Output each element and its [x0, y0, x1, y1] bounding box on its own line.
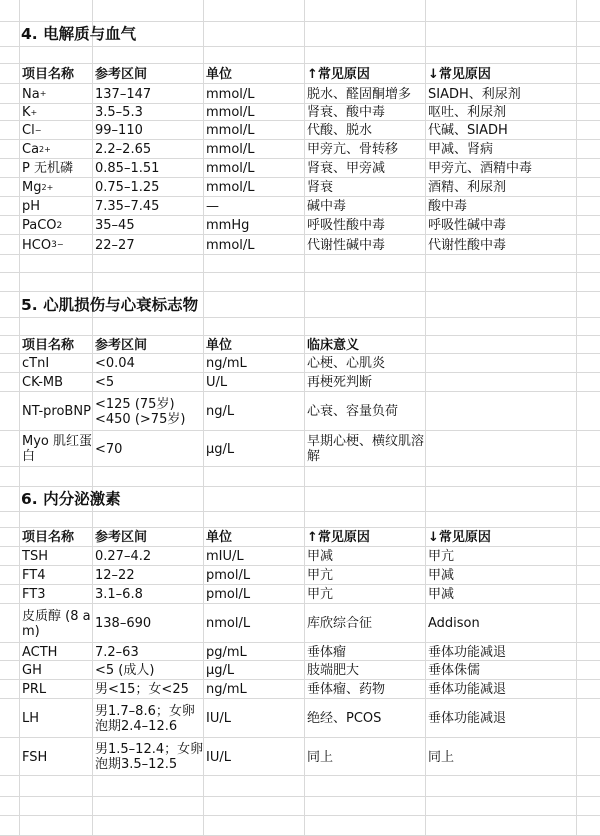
cell-range: 12–22 — [95, 568, 135, 583]
cell-name: K + — [22, 105, 38, 120]
column-header-name: 项目名称 — [22, 337, 75, 353]
cell-unit: mmol/L — [206, 86, 255, 102]
cell-up: 垂体瘤、药物 — [307, 682, 386, 697]
cell-name: CK-MB — [22, 375, 64, 390]
cell-down: 甲旁亢、酒精中毒 — [428, 161, 533, 176]
column-header-unit: 单位 — [206, 530, 233, 545]
section-title: 5. 心肌损伤与心衰标志物 — [21, 295, 199, 314]
cell-range: 男<15；女<25 — [95, 682, 189, 697]
cell-range: 7.35–7.45 — [95, 199, 160, 214]
cell-down: 呼吸性碱中毒 — [428, 218, 507, 233]
cell-unit: pg/mL — [206, 644, 247, 660]
cell-unit: mmol/L — [206, 123, 255, 138]
cell-range: <125 (75岁) <450 (>75岁) — [95, 396, 186, 427]
column-header-down: ↓常见原因 — [428, 530, 491, 545]
cell-down: 代碱、SIADH — [428, 123, 508, 138]
cell-unit: mmol/L — [206, 161, 255, 176]
cell-name: Cl − — [22, 123, 42, 138]
cell-up: 心衰、容量负荷 — [307, 404, 399, 419]
column-header-name: 项目名称 — [22, 66, 75, 82]
column-header-range: 参考区间 — [95, 337, 148, 353]
cell-name: FT3 — [22, 587, 46, 602]
cell-down: 呕吐、利尿剂 — [428, 105, 507, 120]
cell-unit: ng/L — [206, 404, 235, 419]
cell-down: 垂体功能减退 — [428, 644, 507, 660]
cell-name: LH — [22, 711, 40, 726]
cell-name: Na + — [22, 86, 47, 102]
cell-up: 同上 — [307, 749, 334, 765]
cell-down: SIADH、利尿剂 — [428, 86, 521, 102]
cell-unit: IU/L — [206, 711, 231, 726]
cell-up: 脱水、醛固酮增多 — [307, 86, 412, 102]
column-header-unit: 单位 — [206, 337, 233, 353]
cell-down: 酸中毒 — [428, 199, 468, 214]
cell-name: FSH — [22, 749, 48, 765]
cell-up: 代谢性碱中毒 — [307, 237, 386, 253]
column-header-down: ↓常见原因 — [428, 66, 491, 82]
cell-range: 137–147 — [95, 86, 152, 102]
cell-name: PRL — [22, 682, 47, 697]
section-title: 6. 内分泌激素 — [21, 490, 121, 508]
cell-range: <70 — [95, 441, 123, 457]
cell-range: 2.2–2.65 — [95, 142, 152, 157]
cell-up: 心梗、心肌炎 — [307, 356, 386, 371]
cell-down: 代谢性酸中毒 — [428, 237, 507, 253]
cell-unit: mmol/L — [206, 142, 255, 157]
cell-name: Ca 2 + — [22, 142, 51, 157]
cell-range: 男1.7–8.6；女卵泡期2.4–12.6 — [95, 703, 195, 734]
cell-range: 99–110 — [95, 123, 143, 138]
cell-name: cTnI — [22, 356, 50, 371]
cell-down: 甲减 — [428, 587, 455, 602]
cell-name: pH — [22, 199, 41, 214]
cell-name: ACTH — [22, 644, 58, 660]
cell-unit: pmol/L — [206, 568, 251, 583]
cell-range: 35–45 — [95, 218, 135, 233]
cell-unit: mIU/L — [206, 549, 244, 564]
cell-down: 垂体功能减退 — [428, 711, 507, 726]
section-title: 4. 电解质与血气 — [21, 25, 137, 43]
cell-unit: μg/L — [206, 663, 235, 678]
cell-name: HCO 3 − — [22, 237, 64, 253]
cell-up: 垂体瘤 — [307, 644, 347, 660]
cell-down: 酒精、利尿剂 — [428, 180, 507, 195]
cell-unit: nmol/L — [206, 616, 251, 631]
column-header-up: ↑常见原因 — [307, 66, 370, 82]
cell-range: 0.75–1.25 — [95, 180, 160, 195]
cell-unit: IU/L — [206, 749, 231, 765]
cell-unit: mmol/L — [206, 105, 255, 120]
cell-up: 肾衰、酸中毒 — [307, 105, 386, 120]
cell-range: 138–690 — [95, 616, 152, 631]
cell-down: 甲亢 — [428, 549, 455, 564]
cell-down: 同上 — [428, 749, 455, 765]
cell-up: 早期心梗、横纹肌溶解 — [307, 434, 425, 464]
cell-up: 绝经、PCOS — [307, 711, 382, 726]
cell-unit: μg/L — [206, 441, 235, 457]
cell-up: 甲减 — [307, 549, 334, 564]
cell-up: 再梗死判断 — [307, 375, 373, 390]
column-header-range: 参考区间 — [95, 66, 148, 82]
cell-up: 呼吸性酸中毒 — [307, 218, 386, 233]
cell-range: 7.2–63 — [95, 644, 139, 660]
column-header-up: ↑常见原因 — [307, 530, 370, 545]
cell-range: 3.5–5.3 — [95, 105, 143, 120]
cell-up: 库欣综合征 — [307, 616, 373, 631]
cell-up: 肾衰、甲旁减 — [307, 161, 386, 176]
cell-up: 甲旁亢、骨转移 — [307, 142, 399, 157]
cell-down: 甲减 — [428, 568, 455, 583]
cell-down: 垂体功能减退 — [428, 682, 507, 697]
column-header-name: 项目名称 — [22, 530, 75, 545]
column-header-up: 临床意义 — [307, 337, 360, 353]
cell-down: 甲减、肾病 — [428, 142, 494, 157]
cell-up: 肢端肥大 — [307, 663, 360, 678]
cell-name: P 无机磷 — [22, 161, 73, 176]
cell-range: <5 — [95, 375, 115, 390]
cell-unit: mmol/L — [206, 237, 255, 253]
cell-name: GH — [22, 663, 42, 678]
cell-name: TSH — [22, 549, 48, 564]
cell-name: Mg 2 + — [22, 180, 54, 195]
cell-unit: mmHg — [206, 218, 250, 233]
cell-name: NT-proBNP — [22, 404, 91, 419]
cell-unit: ng/mL — [206, 356, 247, 371]
cell-range: <0.04 — [95, 356, 135, 371]
cell-up: 碱中毒 — [307, 199, 347, 214]
cell-down: Addison — [428, 616, 480, 631]
cell-up: 肾衰 — [307, 180, 334, 195]
cell-range: 0.85–1.51 — [95, 161, 160, 176]
cell-unit: U/L — [206, 375, 228, 390]
cell-up: 甲亢 — [307, 568, 334, 583]
cell-name: 皮质醇 (8 am) — [22, 608, 91, 639]
cell-range: 男1.5–12.4；女卵泡期3.5–12.5 — [95, 742, 204, 772]
cell-up: 代酸、脱水 — [307, 123, 373, 138]
cell-range: 0.27–4.2 — [95, 549, 152, 564]
column-header-range: 参考区间 — [95, 530, 148, 545]
cell-name: PaCO 2 — [22, 218, 63, 233]
column-header-unit: 单位 — [206, 66, 233, 82]
cell-unit: ng/mL — [206, 682, 247, 697]
cell-unit: mmol/L — [206, 180, 255, 195]
cell-name: FT4 — [22, 568, 46, 583]
cell-range: 3.1–6.8 — [95, 587, 143, 602]
cell-range: 22–27 — [95, 237, 135, 253]
cell-down: 垂体侏儒 — [428, 663, 481, 678]
cell-unit: — — [206, 199, 219, 214]
cell-name: Myo 肌红蛋白 — [22, 434, 92, 464]
cell-unit: pmol/L — [206, 587, 251, 602]
cell-range: <5 (成人) — [95, 663, 155, 678]
cell-up: 甲亢 — [307, 587, 334, 602]
